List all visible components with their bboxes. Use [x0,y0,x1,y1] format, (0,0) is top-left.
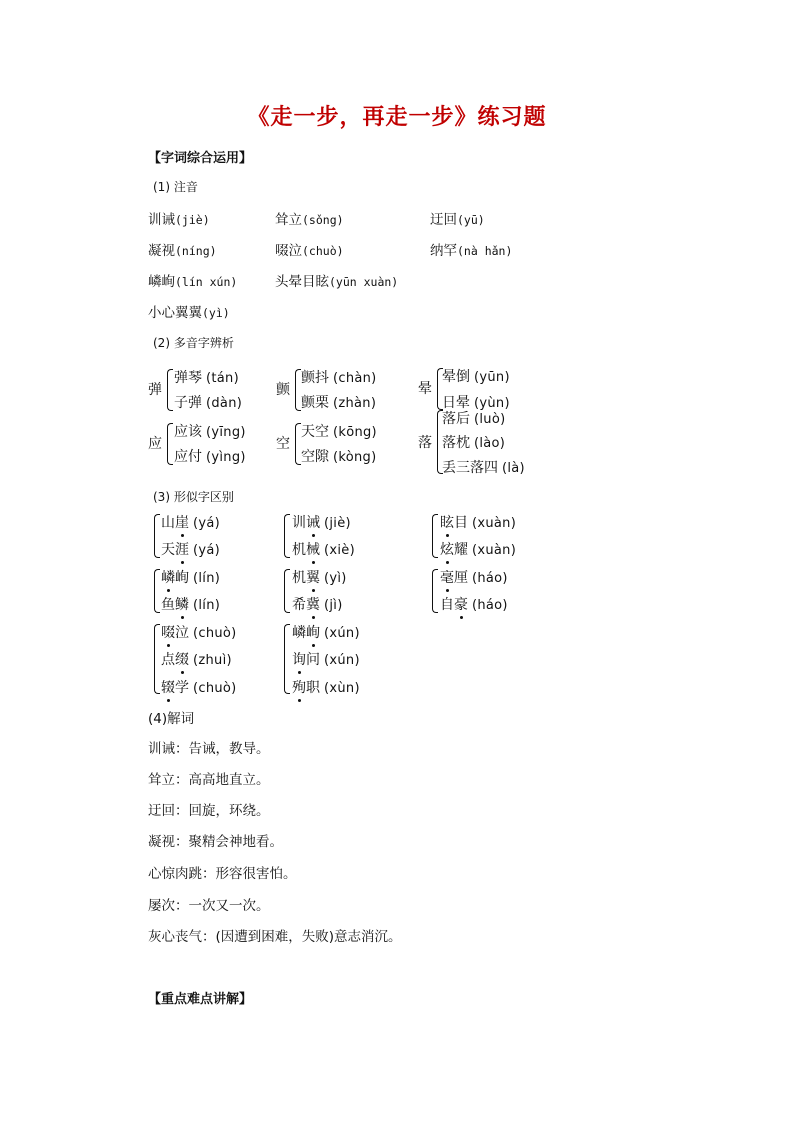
subheading-duoyin: (2) 多音字辨析 [153,336,234,350]
xingsi-row: 自豪 (háo) [440,594,508,614]
duoyin-head: 弹 [148,382,162,398]
jieci-item: 耸立：高高地直立。 [148,772,270,788]
xingsi-row: 询问 (xún) [292,649,360,669]
zhuyin-item: 小心翼翼(yì) [148,305,230,321]
duoyin-row: 日晕 (yùn) [442,395,510,411]
section-heading-vocab: 【字词综合运用】 [148,151,253,166]
xingsi-row: 鱼鳞 (lín) [161,594,220,614]
duoyin-row: 应付 (yìng) [174,449,246,465]
zhuyin-item: 迂回(yū) [430,212,485,228]
duoyin-row: 颤抖 (chàn) [301,370,377,386]
zhuyin-item: 耸立(sǒng) [275,212,344,228]
xingsi-row: 点缀 (zhuì) [161,649,232,669]
brace [167,369,173,411]
section-heading-keypoints: 【重点难点讲解】 [148,992,253,1007]
xingsi-row: 机翼 (yì) [292,567,347,587]
xingsi-row: 殉职 (xùn) [292,677,360,697]
xingsi-row: 啜泣 (chuò) [161,622,237,642]
xingsi-row: 炫耀 (xuàn) [440,539,516,559]
duoyin-row: 晕倒 (yūn) [442,369,510,385]
xingsi-row: 机械 (xiè) [292,539,355,559]
xingsi-row: 天涯 (yá) [161,539,220,559]
jieci-item: 训诫：告诫，教导。 [148,741,270,757]
xingsi-row: 毫厘 (háo) [440,567,508,587]
duoyin-head: 落 [418,435,432,451]
xingsi-row: 嶙峋 (xún) [292,622,360,642]
brace [154,514,160,558]
subheading-xingsi: (3) 形似字区别 [153,490,234,504]
brace [432,569,438,613]
duoyin-row: 弹琴 (tán) [174,370,239,386]
zhuyin-item: 纳罕(nà hǎn) [430,243,513,259]
jieci-item: 屡次：一次又一次。 [148,898,270,914]
brace [432,514,438,558]
duoyin-row: 落枕 (lào) [442,435,506,451]
xingsi-row: 训诫 (jiè) [292,512,351,532]
duoyin-row: 子弹 (dàn) [174,395,243,411]
xingsi-row: 山崖 (yá) [161,512,220,532]
subheading-jieci: (4)解词 [148,711,195,727]
xingsi-row: 眩目 (xuàn) [440,512,516,532]
zhuyin-item: 嶙峋(lín xún) [148,274,238,290]
xingsi-row: 希冀 (jì) [292,594,343,614]
brace [284,569,290,613]
xingsi-row: 嶙峋 (lín) [161,567,220,587]
page-title: 《走一步，再走一步》练习题 [247,104,547,130]
brace [167,423,173,465]
subheading-zhuyin: (1) 注音 [153,180,198,194]
jieci-item: 灰心丧气：(因遭到困难，失败)意志消沉。 [148,929,402,945]
brace [154,569,160,613]
jieci-item: 凝视：聚精会神地看。 [148,834,283,850]
duoyin-row: 颤栗 (zhàn) [301,395,377,411]
duoyin-head: 应 [148,436,162,452]
duoyin-row: 天空 (kōng) [301,424,377,440]
duoyin-row: 落后 (luò) [442,411,506,427]
jieci-item: 心惊肉跳：形容很害怕。 [148,866,297,882]
brace [284,624,290,694]
zhuyin-item: 啜泣(chuò) [275,243,344,259]
zhuyin-item: 凝视(níng) [148,243,217,259]
duoyin-head: 空 [276,436,290,452]
zhuyin-item: 训诫(jiè) [148,212,210,228]
zhuyin-item: 头晕目眩(yūn xuàn) [275,274,399,290]
duoyin-row: 空隙 (kòng) [301,449,377,465]
brace [284,514,290,558]
duoyin-row: 丢三落四 (là) [442,460,525,476]
duoyin-head: 颤 [276,382,290,398]
xingsi-row: 辍学 (chuò) [161,677,237,697]
jieci-item: 迂回：回旋，环绕。 [148,803,270,819]
duoyin-head: 晕 [418,381,432,397]
brace [154,624,160,694]
duoyin-row: 应该 (yīng) [174,424,246,440]
